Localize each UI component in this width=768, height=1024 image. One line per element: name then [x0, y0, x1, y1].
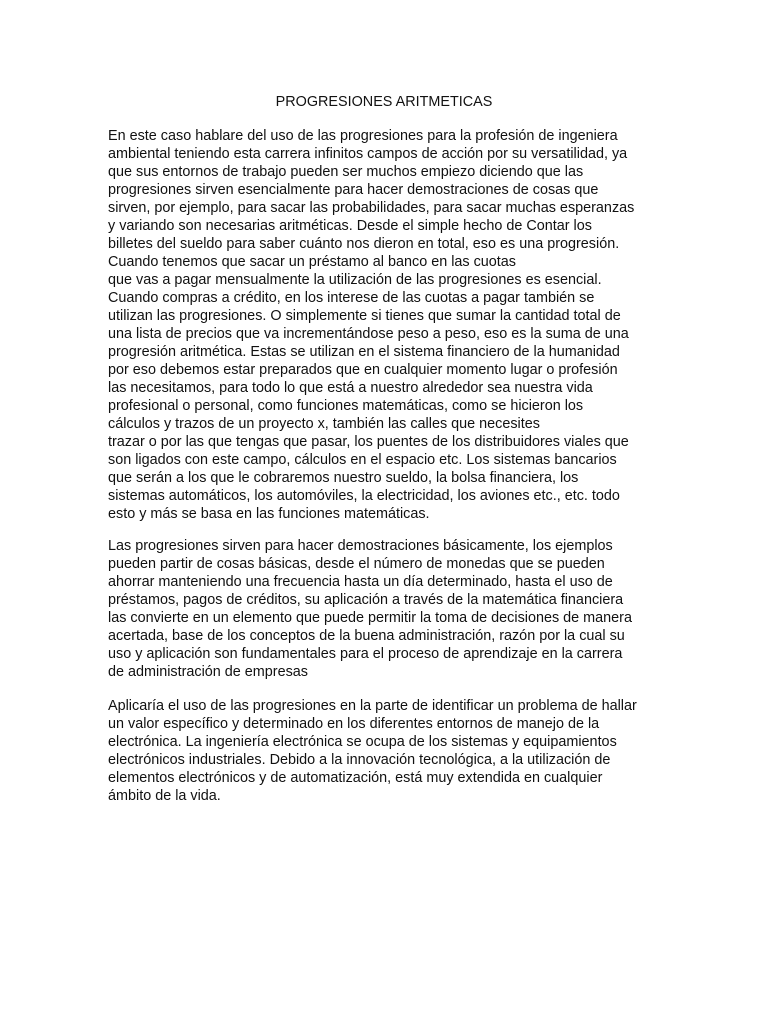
- paragraph-line: electrónicos industriales. Debido a la innovación tecnológica, a la utilización de: [108, 752, 611, 768]
- paragraph-line: billetes del sueldo para saber cuánto nos dieron en total, eso es una progresión.: [108, 236, 620, 252]
- paragraph-line: una lista de precios que va incrementándose peso a peso, eso es la suma de una: [108, 326, 629, 342]
- paragraph-1: [108, 127, 668, 523]
- paragraph-line: pueden partir de cosas básicas, desde el número de monedas que se pueden: [108, 556, 605, 572]
- paragraph-line: uso y aplicación son fundamentales para el proceso de aprendizaje en la carrera: [108, 646, 623, 662]
- paragraph-line: por eso debemos estar preparados que en cualquier momento lugar o profesión: [108, 362, 618, 378]
- paragraph-line: En este caso hablare del uso de las progresiones para la profesión de ingeniera: [108, 128, 618, 144]
- paragraph-line: sirven, por ejemplo, para sacar las probabilidades, para sacar muchas esperanzas: [108, 200, 635, 216]
- paragraph-line: y variando son necesarias aritméticas. Desde el simple hecho de Contar los: [108, 218, 592, 234]
- paragraph-line: las convierte en un elemento que puede permitir la toma de decisiones de manera: [108, 610, 632, 626]
- paragraph-line: ámbito de la vida.: [108, 788, 221, 804]
- paragraph-line: electrónica. La ingeniería electrónica se ocupa de los sistemas y equipamientos: [108, 734, 617, 750]
- paragraph-line: que sus entornos de trabajo pueden ser muchos empiezo diciendo que las: [108, 164, 584, 180]
- paragraph-line: progresión aritmética. Estas se utilizan en el sistema financiero de la humanidad: [108, 344, 620, 360]
- paragraph-line: de administración de empresas: [108, 664, 308, 680]
- paragraph-line: ambiental teniendo esta carrera infinitos campos de acción por su versatilidad, ya: [108, 146, 628, 162]
- document-title: PROGRESIONES ARITMETICAS: [275, 94, 493, 110]
- paragraph-line: profesional o personal, como funciones matemáticas, como se hicieron los: [108, 398, 584, 414]
- paragraph-line: Cuando compras a crédito, en los interese de las cuotas a pagar también se: [108, 290, 595, 306]
- paragraph-line: esto y más se basa en las funciones matemáticas.: [108, 506, 430, 522]
- paragraph-line: Aplicaría el uso de las progresiones en la parte de identificar un problema de hallar: [108, 698, 637, 714]
- paragraph-line: que vas a pagar mensualmente la utilización de las progresiones es esencial.: [108, 272, 602, 288]
- paragraph-line: trazar o por las que tengas que pasar, los puentes de los distribuidores viales que: [108, 434, 629, 450]
- paragraph-line: un valor específico y determinado en los diferentes entornos de manejo de la: [108, 716, 600, 732]
- paragraph-line: sistemas automáticos, los automóviles, la electricidad, los aviones etc., etc. todo: [108, 488, 620, 504]
- paragraph-line: progresiones sirven esencialmente para hacer demostraciones de cosas que: [108, 182, 599, 198]
- paragraph-line: ahorrar manteniendo una frecuencia hasta un día determinado, hasta el uso de: [108, 574, 613, 590]
- paragraph-line: que serán a los que le cobraremos nuestro sueldo, la bolsa financiera, los: [108, 470, 579, 486]
- paragraph-3: [108, 697, 668, 805]
- paragraph-line: préstamos, pagos de créditos, su aplicación a través de la matemática financiera: [108, 592, 624, 608]
- paragraph-line: las necesitamos, para todo lo que está a nuestro alrededor sea nuestra vida: [108, 380, 593, 396]
- paragraph-line: elementos electrónicos y de automatización, está muy extendida en cualquier: [108, 770, 603, 786]
- paragraph-line: acertada, base de los conceptos de la buena administración, razón por la cual su: [108, 628, 625, 644]
- paragraph-line: cálculos y trazos de un proyecto x, también las calles que necesites: [108, 416, 540, 432]
- paragraph-line: Las progresiones sirven para hacer demostraciones básicamente, los ejemplos: [108, 538, 613, 554]
- paragraph-line: son ligados con este campo, cálculos en el espacio etc. Los sistemas bancarios: [108, 452, 617, 468]
- paragraph-line: utilizan las progresiones. O simplemente si tienes que sumar la cantidad total de: [108, 308, 621, 324]
- paragraph-2: [108, 537, 668, 681]
- paragraph-line: Cuando tenemos que sacar un préstamo al banco en las cuotas: [108, 254, 516, 270]
